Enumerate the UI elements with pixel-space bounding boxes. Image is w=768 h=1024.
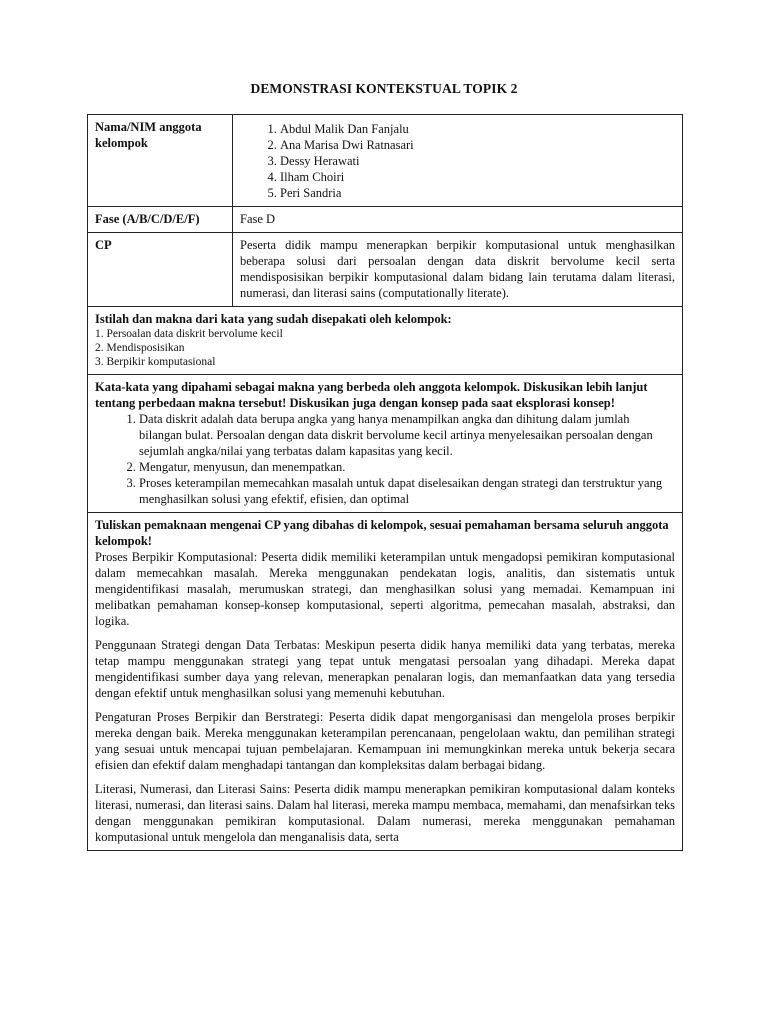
terms-item: 2. Mendisposisikan [95,342,185,354]
members-cell [233,115,683,207]
terms-item: 3. Berpikir komputasional [95,356,216,368]
members-label: Nama/NIM anggota kelompok [88,115,233,207]
interpretation-paragraph: Penggunaan Strategi dengan Data Terbatas: Meskipun peserta didik hanya memiliki data yang terbatas, mereka tetap mampu menggunakan strategi yang tepat untuk mengatasi persoalan yang dihadapi. Mereka dapat mengidentifikasi sumber daya yang relevan, menerapkan penalaran logis, dan memanfaatkan data yang tersedia dengan efektif untuk menghasilkan solusi yang memenuhi kebutuhan. [95,638,675,700]
member-name: 2. Ana Marisa Dwi Ratnasari [280,137,675,153]
differing-row [88,375,683,513]
terms-heading: Istilah dan makna dari kata yang sudah disepakati oleh kelompok: [95,312,452,326]
member-name: 1. Abdul Malik Dan Fanjalu [280,121,675,137]
interpretation-paragraph: Pengaturan Proses Berpikir dan Berstrategi: Peserta didik dapat mengorganisasi dan mengelola proses berpikir mereka dengan baik. Mereka menggunakan keterampilan perencanaan, pengelolaan waktu, dan pemilihan strategi yang sesuai untuk mencapai tujuan pembelajaran. Kemampuan ini memungkinkan mereka untuk bekerja secara efisien dan efektif dalam menghadapi tantangan dan kompleksitas dalam berbagai bidang. [95,710,675,772]
differing-item: 3. Proses keterampilan memecahkan masalah untuk dapat diselesaikan dengan strategi dan terstruktur yang menghasilkan solusi yang efektif, efisien, dan optimal [139,475,675,507]
fase-value: Fase D [233,207,683,233]
cp-text: Peserta didik mampu menerapkan berpikir komputasional untuk menghasilkan beberapa solusi dari persoalan dengan data diskrit bervolume kecil serta mendisposisikan berpikir komputasional dalam bidang lain terutama dalam literasi, numerasi, dan literasi sains (computationally literate). [233,233,683,307]
cp-row [88,233,683,307]
differing-heading: Kata-kata yang dipahami sebagai makna yang berbeda oleh anggota kelompok. Diskusikan lebih lanjut tentang perbedaan makna tersebut! Diskusikan juga dengan konsep pada saat eksplorasi konsep! [95,380,648,410]
member-name: 5. Peri Sandria [280,185,675,201]
interpretation-heading: Tuliskan pemaknaan mengenai CP yang dibahas di kelompok, sesuai pemahaman bersama seluruh anggota kelompok! [95,518,669,548]
differing-cell [88,375,683,513]
differing-list [95,411,675,507]
fase-label: Fase (A/B/C/D/E/F) [88,207,233,233]
members-list [240,121,675,201]
interpretation-paragraph: Proses Berpikir Komputasional: Peserta didik memiliki keterampilan untuk mengadopsi pemikiran komputasional dalam memecahkan masalah. Mereka menggunakan pendekatan logis, analitis, dan sistematis untuk mengidentifikasi masalah, merumuskan strategi, dan menghasilkan solusi yang memadai. Kemampuan ini melibatkan pemahaman konsep-konsep komputasional, seperti algoritma, pemecahan masalah, abstraksi, dan logika. [95,550,675,628]
interpretation-row [88,513,683,851]
document-table [87,114,683,851]
differing-item: 1. Data diskrit adalah data berupa angka yang hanya menampilkan angka dan dihitung dalam jumlah bilangan bulat. Persoalan dengan data diskrit bervolume kecil artinya menyelesaikan persoalan dengan sejumlah angka/nilai yang terbatas dalam kapasitas yang kecil. [139,411,675,459]
fase-row [88,207,683,233]
interpretation-cell [88,513,683,851]
terms-row [88,307,683,375]
interpretation-paragraph: Literasi, Numerasi, dan Literasi Sains: Peserta didik mampu menerapkan pemikiran komputasional dalam konteks literasi, numerasi, dan literasi sains. Dalam hal literasi, mereka mampu membaca, memahami, dan menafsirkan teks dengan menggunakan pemikiran komputasional. Dalam numerasi, mereka menggunakan pemahaman komputasional untuk mengelola dan menganalisis data, serta [95,782,675,844]
differing-item: 2. Mengatur, menyusun, dan menempatkan. [139,459,675,475]
terms-item: 1. Persoalan data diskrit bervolume kecil [95,328,283,340]
members-row [88,115,683,207]
member-name: 4. Ilham Choiri [280,169,675,185]
cp-label: CP [88,233,233,307]
page-title: DEMONSTRASI KONTEKSTUAL TOPIK 2 [250,81,518,96]
terms-cell [88,307,683,375]
member-name: 3. Dessy Herawati [280,153,675,169]
